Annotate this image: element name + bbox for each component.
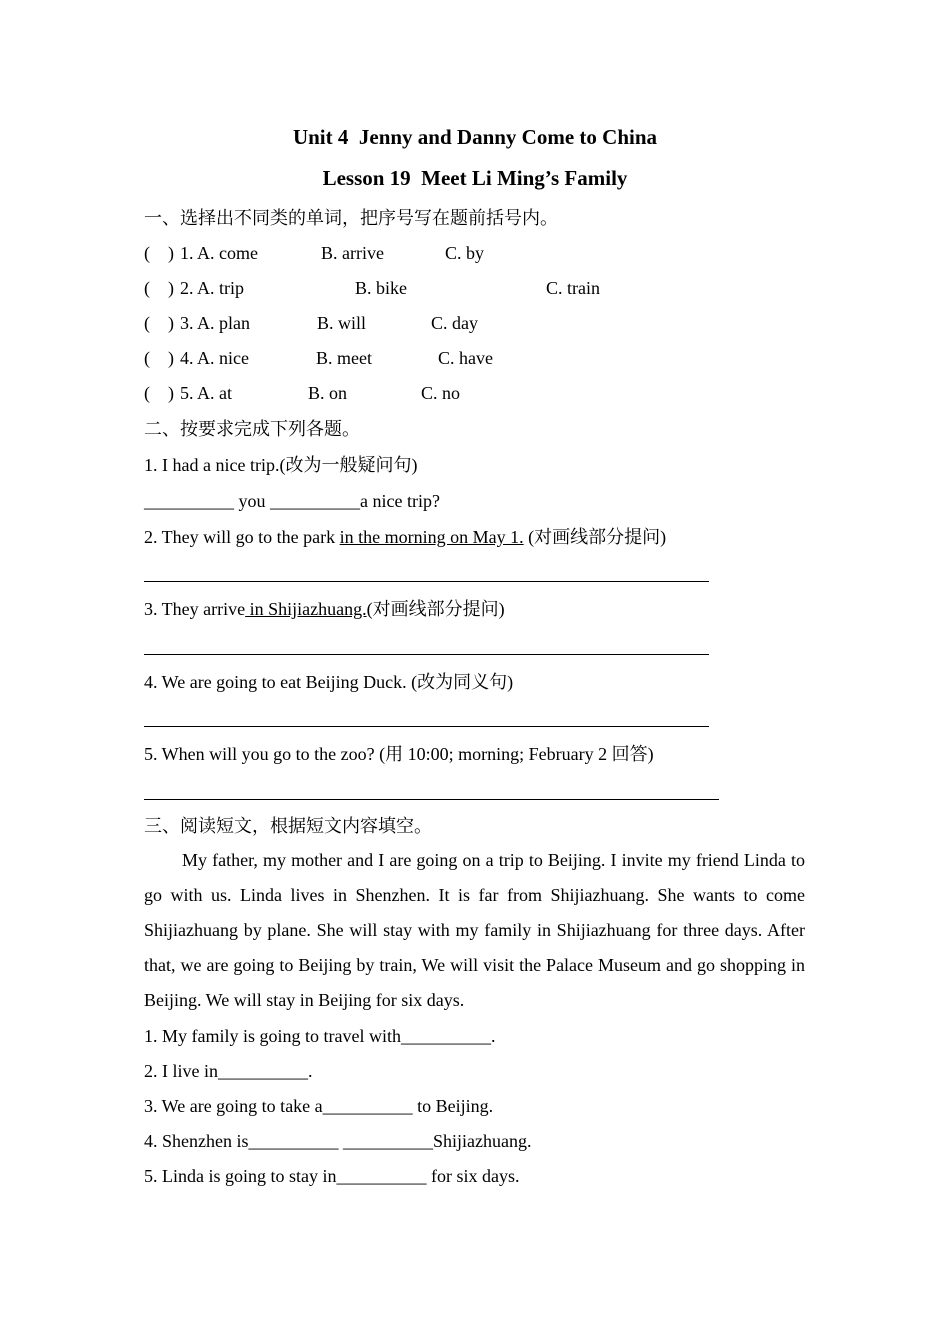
option-b: B. on [308, 383, 348, 403]
question-2-4: 4. We are going to eat Beijing Duck. (改为同义句) [144, 672, 514, 692]
question-2-5: 5. When will you go to the zoo? (用 10:00; morning; February 2 回答) [144, 744, 654, 764]
option-a: 2. A. trip [180, 278, 245, 298]
option-a: 4. A. nice [180, 348, 249, 368]
fill-question-4[interactable]: 4. Shenzhen is__________ __________Shijiazhuang. [144, 1131, 532, 1151]
option-c: C. have [438, 348, 493, 368]
question-2-3 [144, 598, 505, 620]
option-b: B. arrive [321, 243, 384, 263]
fill-question-3[interactable]: 3. We are going to take a__________ to Beijing. [144, 1096, 494, 1116]
answer-paren[interactable]: ( ) [144, 383, 174, 403]
question-text: 2. They will go to the park [144, 527, 340, 547]
answer-paren[interactable]: ( ) [144, 243, 174, 263]
fill-question-1[interactable]: 1. My family is going to travel with__________. [144, 1026, 496, 1046]
section1-title: 一、选择出不同类的单词，把序号写在题前括号内。 [144, 208, 558, 228]
answer-line[interactable] [144, 726, 709, 727]
unit-title: Unit 4 Jenny and Danny Come to China [292, 125, 658, 149]
lesson-title: Lesson 19 Meet Li Ming’s Family [322, 166, 628, 190]
question-2-2 [144, 526, 666, 548]
answer-line-2-1[interactable]: __________ you __________a nice trip? [144, 491, 440, 511]
answer-line[interactable] [144, 799, 719, 800]
section2-title: 二、按要求完成下列各题。 [144, 419, 360, 439]
section3-title: 三、阅读短文，根据短文内容填空。 [144, 816, 432, 836]
option-b: B. will [317, 313, 367, 333]
fill-question-2[interactable]: 2. I live in__________. [144, 1061, 313, 1081]
option-c: C. by [445, 243, 485, 263]
option-a: 3. A. plan [180, 313, 250, 333]
answer-paren[interactable]: ( ) [144, 348, 174, 368]
answer-paren[interactable]: ( ) [144, 278, 174, 298]
option-c: C. no [421, 383, 461, 403]
reading-passage: My father, my mother and I are going on a trip to Beijing. I invite my friend Linda to go with us. Linda lives in Shenzhen. It is far from Shijiazhuang. She wants to come Shijiazhuang by plane. She will stay with my family in Shijiazhuang for three days. After that, we are going to Beijing by train, We will visit the Palace Museum and go shopping in Beijing. We will stay in Beijing for six days. [144, 850, 805, 1010]
option-c: C. day [431, 313, 478, 333]
question-text: 3. They arrive [144, 599, 246, 619]
question-2-1: 1. I had a nice trip.(改为一般疑问句) [144, 455, 418, 475]
underlined-phrase: in the morning on May 1. [339, 527, 524, 547]
answer-paren[interactable]: ( ) [144, 313, 174, 333]
underlined-phrase: in Shijiazhuang. [245, 599, 367, 619]
option-b: B. meet [316, 348, 372, 368]
answer-line[interactable] [144, 654, 709, 655]
instruction-text: (对画线部分提问) [523, 527, 667, 547]
option-a: 1. A. come [180, 243, 258, 263]
fill-question-5[interactable]: 5. Linda is going to stay in__________ for six days. [144, 1166, 520, 1186]
option-a: 5. A. at [180, 383, 232, 403]
instruction-text: (对画线部分提问) [366, 599, 505, 619]
option-c: C. train [546, 278, 600, 298]
answer-line[interactable] [144, 581, 709, 582]
option-b: B. bike [355, 278, 407, 298]
